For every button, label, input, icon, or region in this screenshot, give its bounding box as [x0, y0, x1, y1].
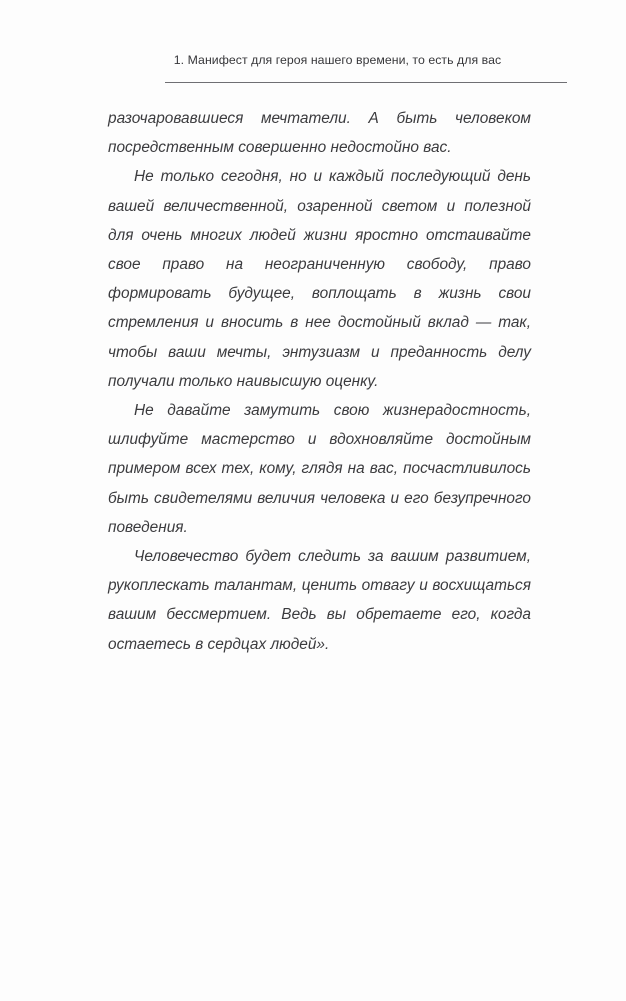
running-head-title: 1. Манифест для героя нашего времени, то есть для вас	[173, 53, 502, 67]
running-head	[108, 52, 567, 86]
paragraph: Не давайте замутить свою жизнерадостность, шлифуйте мастерство и вдохновляйте достойным примером всех тех, кому, глядя на вас, посчастливилось быть свидетелями величия человека и его безупречного поведения.	[108, 402, 531, 536]
paragraph: разочаровавшиеся мечтатели. А быть человеком посредственным совершенно недостойно вас.	[108, 110, 531, 157]
running-head-divider	[165, 82, 567, 83]
paragraph: Человечество будет следить за вашим развитием, рукоплескать талантам, ценить отвагу и восхищаться вашим бессмертием. Ведь вы обретаете его, когда остаетесь в сердцах людей».	[108, 548, 531, 653]
page-body	[108, 104, 531, 659]
paragraph: Не только сегодня, но и каждый последующий день вашей величественной, озаренной светом и полезной для очень многих людей жизни яростно отстаивайте свое право на неограниченную свободу, право формировать будущее, воплощать в жизнь свои стремления и вносить в нее достойный вклад — так, чтобы ваши мечты, энтузиазм и преданность делу получали только наивысшую оценку.	[108, 168, 531, 390]
